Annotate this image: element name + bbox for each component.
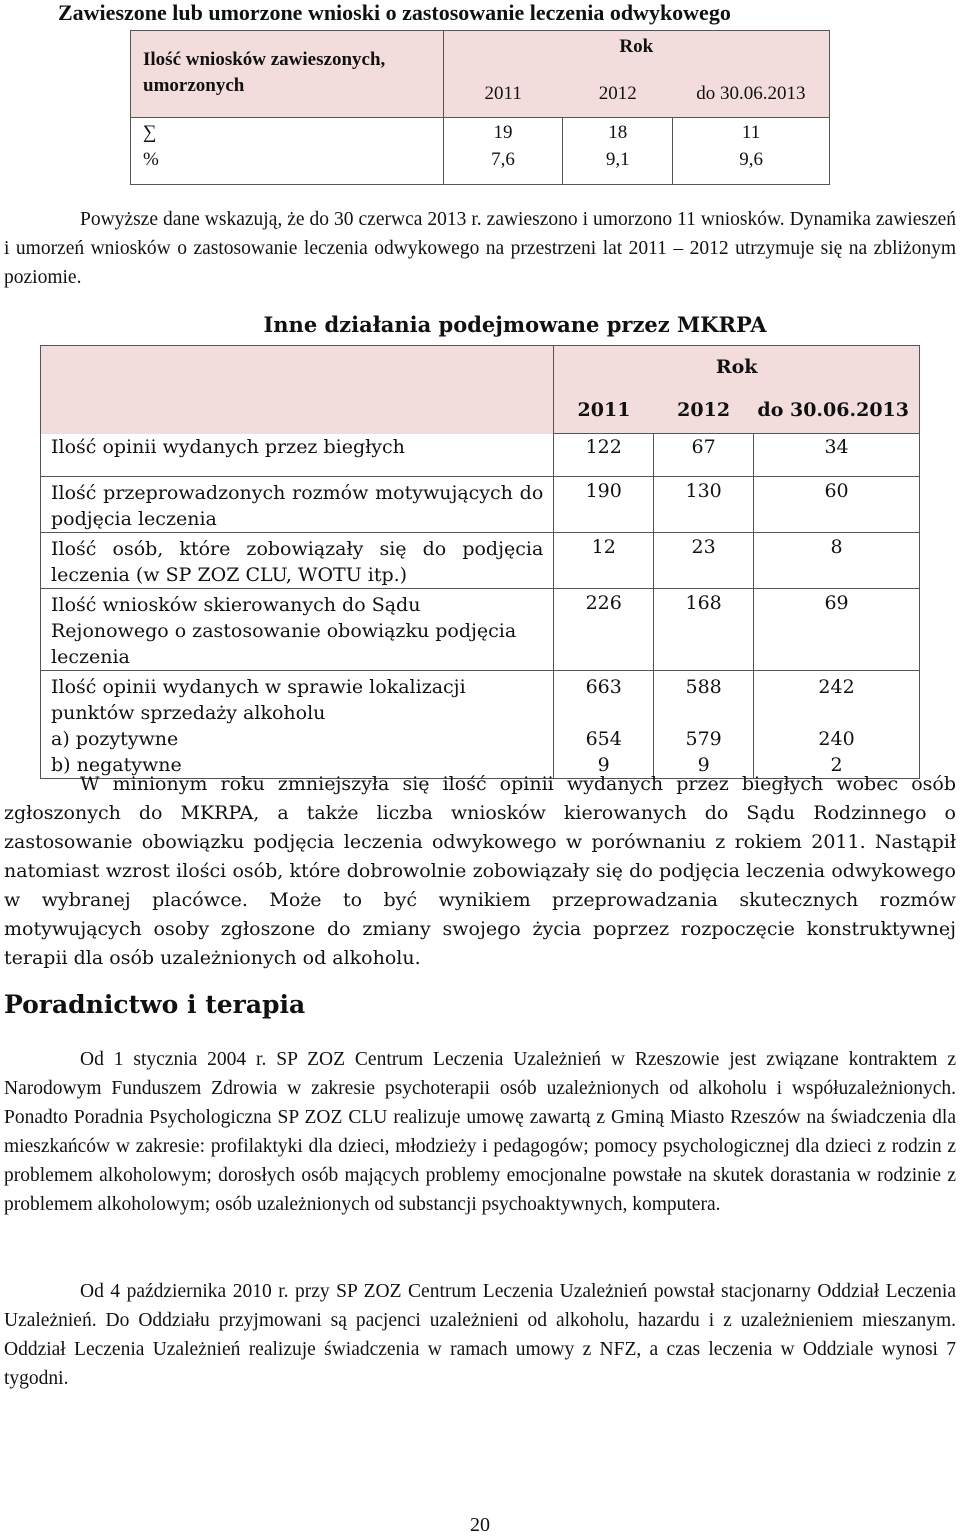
table1-year-header: 2012 <box>563 73 673 118</box>
table2-cell: 12 <box>554 533 654 589</box>
table2-cell: 34 <box>754 434 920 477</box>
table2-sub-a-label: a) pozytywne <box>51 728 179 750</box>
table1-cell: 11 <box>673 118 830 147</box>
table1-cell: 18 <box>563 118 673 147</box>
table2-sub-b-label: b) negatywne <box>51 754 182 776</box>
table2-cell <box>554 671 654 779</box>
paragraph: Od 1 stycznia 2004 r. SP ZOZ Centrum Leczenia Uzależnień w Rzeszowie jest związane kontraktem z Narodowym Funduszem Zdrowia w zakresie psychoterapii osób uzależnionych od alkoholu i współuzależnionych. Ponadto Poradnia Psychologiczna SP ZOZ CLU realizuje umowę zawartą z Gminą Miasto Rzeszów na świadczenia dla mieszkańców w zakresie: profilaktyki dla dzieci, młodzieży i pedagogów; pomocy psychologicznej dla dzieci z rodzin z problemem alkoholowym; dorosłych osób mających problemy emocjonalne powstałe na skutek dorastania w rodzinie z problemem alkoholowym; osób uzależnionych od substancji psychoaktywnych, komputera. <box>4 1049 956 1215</box>
table2-row-label: Ilość opinii wydanych przez biegłych <box>41 434 554 477</box>
table2-year-header: 2012 <box>654 390 754 434</box>
table2-cell: 130 <box>654 477 754 533</box>
table2-year-header: do 30.06.2013 <box>754 390 920 434</box>
table2-positive: 240 <box>818 728 855 750</box>
table2-row-label <box>41 671 554 779</box>
table2-rok-header: Rok <box>554 346 920 390</box>
table1-cell: 7,6 <box>443 147 563 185</box>
table1-row-label: ∑ <box>131 118 444 147</box>
table1-year-header: do 30.06.2013 <box>673 73 830 118</box>
table2-title: Inne działania podejmowane przez MKRPA <box>263 312 767 337</box>
table2-positive: 654 <box>585 728 622 750</box>
table2-total: 663 <box>585 676 622 698</box>
table2-row-label: Ilość osób, które zobowiązały się do podjęcia leczenia (w SP ZOZ CLU, WOTU itp.) <box>41 533 554 589</box>
table2-cell <box>754 671 920 779</box>
table2-cell: 122 <box>554 434 654 477</box>
table2-negative: 9 <box>697 754 710 776</box>
table2-row-label: Ilość przeprowadzonych rozmów motywujących do podjęcia leczenia <box>41 477 554 533</box>
table2-cell: 226 <box>554 589 654 671</box>
table1-row-label-header: Ilość wniosków zawieszonych, umorzonych <box>131 31 444 118</box>
section-heading: Poradnictwo i terapia <box>4 990 306 1019</box>
paragraph: W minionym roku zmniejszyła się ilość opinii wydanych przez biegłych wobec osób zgłoszonych do MKRPA, a także liczba wniosków kierowanych do Sądu Rodzinnego o zastosowanie obowiązku podjęcia leczenia odwykowego w porównaniu z rokiem 2011. Nastąpił natomiast wzrost ilości osób, które dobrowolnie zobowiązały się do podjęcia leczenia odwykowego w wybranej placówce. Może to być wynikiem przeprowadzania skutecznych rozmów motywujących osoby zgłoszone do zmiany swojego życia poprzez rozpoczęcie konstruktywnej terapii dla osób uzależnionych od alkoholu. <box>4 773 956 969</box>
paragraph: Powyższe dane wskazują, że do 30 czerwca 2013 r. zawieszono i umorzono 11 wniosków. Dynamika zawieszeń i umorzeń wniosków o zastosowanie leczenia odwykowego na przestrzeni lat 2011 – 2012 utrzymuje się na zbliżonym poziomie. <box>4 209 956 288</box>
table2-cell: 60 <box>754 477 920 533</box>
table2-cell: 8 <box>754 533 920 589</box>
table1-cell: 9,6 <box>673 147 830 185</box>
table1-rok-header: Rok <box>443 31 829 73</box>
table2-cell <box>654 671 754 779</box>
table2-positive: 579 <box>685 728 722 750</box>
suspended-applications-table <box>130 30 830 185</box>
page-number: 20 <box>470 1514 490 1536</box>
table2-cell: 168 <box>654 589 754 671</box>
paragraph: Od 4 października 2010 r. przy SP ZOZ Centrum Leczenia Uzależnień powstał stacjonarny Oddział Leczenia Uzależnień. Do Oddziału przyjmowani są pacjenci uzależnieni od alkoholu, hazardu i z uzależnieniem mieszanym. Oddział Leczenia Uzależnień realizuje świadczenia w ramach umowy z NFZ, a czas leczenia w Oddziale wynosi 7 tygodni. <box>4 1281 956 1389</box>
table2-row-label: Ilość wniosków skierowanych do Sądu Rejonowego o zastosowanie obowiązku podjęcia leczenia <box>41 589 554 671</box>
table2-empty-header <box>41 346 554 434</box>
table2-lokalizacja-label: Ilość opinii wydanych w sprawie lokalizacji punktów sprzedaży alkoholu <box>51 676 466 724</box>
section-heading: Zawieszone lub umorzone wnioski o zastosowanie leczenia odwykowego <box>58 0 731 25</box>
mkrpa-activities-table <box>40 345 920 779</box>
table2-total: 588 <box>685 676 722 698</box>
table2-negative: 2 <box>830 754 843 776</box>
table2-negative: 9 <box>597 754 610 776</box>
table2-year-header: 2011 <box>554 390 654 434</box>
table1-row-label: % <box>131 147 444 185</box>
table2-cell: 67 <box>654 434 754 477</box>
table1-cell: 19 <box>443 118 563 147</box>
table2-cell: 23 <box>654 533 754 589</box>
table1-cell: 9,1 <box>563 147 673 185</box>
table2-total: 242 <box>818 676 855 698</box>
table2-cell: 190 <box>554 477 654 533</box>
table1-year-header: 2011 <box>443 73 563 118</box>
table2-cell: 69 <box>754 589 920 671</box>
